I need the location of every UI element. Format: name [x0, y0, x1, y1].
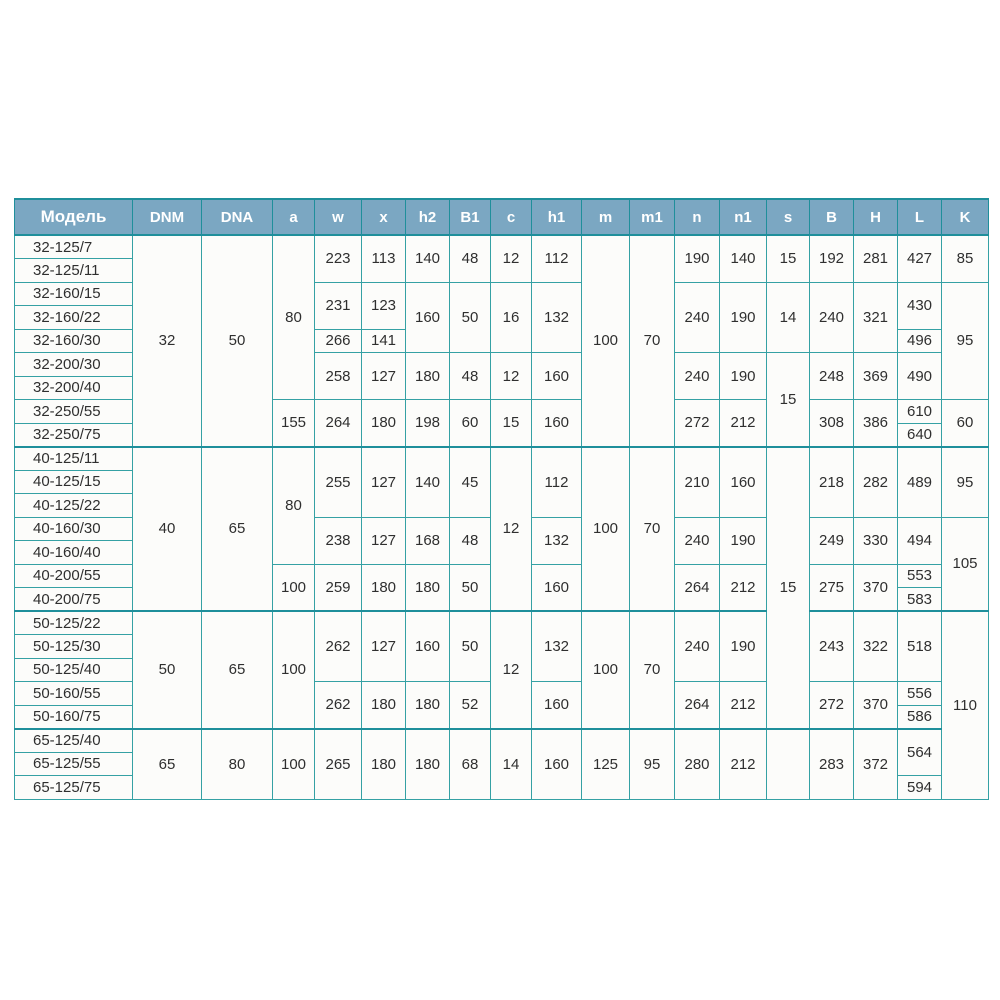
- cell-s: 15: [767, 447, 810, 729]
- cell-dna: 80: [202, 729, 273, 800]
- cell-l: 494: [898, 517, 942, 564]
- cell-n1: 190: [720, 353, 767, 400]
- cell-l: 553: [898, 564, 942, 588]
- table-row: [15, 447, 989, 471]
- cell-b1: 45: [450, 447, 491, 518]
- cell-x: 180: [362, 400, 406, 447]
- cell-h: 281: [854, 235, 898, 282]
- cell-h1: 160: [532, 682, 582, 729]
- cell-b1: 50: [450, 564, 491, 611]
- cell-m: 125: [582, 729, 630, 800]
- cell-a: 100: [273, 564, 315, 611]
- cell-w: 262: [315, 611, 362, 682]
- cell-k: 95: [942, 447, 989, 518]
- cell-w: 238: [315, 517, 362, 564]
- cell-b: 283: [810, 729, 854, 800]
- cell-dnm: 40: [133, 447, 202, 612]
- cell-l: 490: [898, 353, 942, 400]
- cell-b1: 48: [450, 353, 491, 400]
- model-cell: 32-160/30: [15, 329, 133, 353]
- model-cell: 32-125/7: [15, 235, 133, 259]
- column-header-m: m: [582, 199, 630, 235]
- cell-a: 100: [273, 729, 315, 800]
- cell-h2: 168: [406, 517, 450, 564]
- cell-b1: 48: [450, 235, 491, 282]
- cell-a: 100: [273, 611, 315, 729]
- column-header-c: c: [491, 199, 532, 235]
- table-row: [15, 235, 989, 259]
- cell-h1: 132: [532, 611, 582, 682]
- column-header-b1: B1: [450, 199, 491, 235]
- model-cell: 50-125/22: [15, 611, 133, 635]
- cell-w: 258: [315, 353, 362, 400]
- column-header-n: n: [675, 199, 720, 235]
- cell-m1: 70: [630, 447, 675, 612]
- column-header-n1: n1: [720, 199, 767, 235]
- model-cell: 50-125/40: [15, 658, 133, 682]
- cell-x: 141: [362, 329, 406, 353]
- cell-n1: 160: [720, 447, 767, 518]
- cell-x: 180: [362, 682, 406, 729]
- cell-n1: 212: [720, 682, 767, 729]
- cell-h2: 160: [406, 282, 450, 353]
- model-cell: 40-160/40: [15, 541, 133, 565]
- cell-dna: 50: [202, 235, 273, 447]
- column-header-a: a: [273, 199, 315, 235]
- cell-n: 264: [675, 682, 720, 729]
- column-header-b: B: [810, 199, 854, 235]
- cell-n: 240: [675, 353, 720, 400]
- pump-dimensions-table: [14, 198, 989, 800]
- cell-b: 248: [810, 353, 854, 400]
- cell-c: 12: [491, 353, 532, 400]
- cell-l: 489: [898, 447, 942, 518]
- cell-x: 123: [362, 282, 406, 329]
- column-header-h1: h1: [532, 199, 582, 235]
- model-cell: 50-160/75: [15, 705, 133, 729]
- model-cell: 40-200/75: [15, 588, 133, 612]
- table-row: [15, 729, 989, 753]
- cell-n: 210: [675, 447, 720, 518]
- model-cell: 32-200/30: [15, 353, 133, 377]
- cell-n1: 190: [720, 517, 767, 564]
- column-header-s: s: [767, 199, 810, 235]
- cell-b: 240: [810, 282, 854, 353]
- cell-h: 321: [854, 282, 898, 353]
- cell-h: 372: [854, 729, 898, 800]
- table-row: [15, 611, 989, 635]
- cell-l: 496: [898, 329, 942, 353]
- cell-x: 180: [362, 729, 406, 800]
- cell-m1: 70: [630, 235, 675, 447]
- cell-w: 255: [315, 447, 362, 518]
- cell-l: 564: [898, 729, 942, 776]
- cell-c: 14: [491, 729, 532, 800]
- model-cell: 32-125/11: [15, 259, 133, 283]
- cell-h2: 140: [406, 235, 450, 282]
- cell-l: 586: [898, 705, 942, 729]
- cell-a: 155: [273, 400, 315, 447]
- cell-h2: 160: [406, 611, 450, 682]
- model-cell: 40-125/15: [15, 470, 133, 494]
- cell-n1: 212: [720, 729, 767, 800]
- cell-c: 15: [491, 400, 532, 447]
- cell-x: 127: [362, 611, 406, 682]
- cell-n: 240: [675, 611, 720, 682]
- cell-b: 249: [810, 517, 854, 564]
- cell-l: 594: [898, 776, 942, 800]
- model-cell: 32-160/15: [15, 282, 133, 306]
- cell-h: 282: [854, 447, 898, 518]
- cell-b: 243: [810, 611, 854, 682]
- cell-n1: 190: [720, 611, 767, 682]
- cell-n1: 140: [720, 235, 767, 282]
- model-cell: 32-200/40: [15, 376, 133, 400]
- cell-h: 370: [854, 682, 898, 729]
- cell-s: 15: [767, 235, 810, 282]
- cell-h1: 160: [532, 353, 582, 400]
- cell-s: 15: [767, 353, 810, 447]
- cell-l: 640: [898, 423, 942, 447]
- model-cell: 40-200/55: [15, 564, 133, 588]
- cell-b1: 50: [450, 282, 491, 353]
- cell-c: 12: [491, 611, 532, 729]
- cell-b: 192: [810, 235, 854, 282]
- cell-b1: 52: [450, 682, 491, 729]
- cell-a: 80: [273, 447, 315, 565]
- cell-h2: 180: [406, 564, 450, 611]
- cell-x: 127: [362, 447, 406, 518]
- cell-s: [767, 729, 810, 800]
- cell-w: 223: [315, 235, 362, 282]
- model-cell: 40-125/11: [15, 447, 133, 471]
- cell-h1: 112: [532, 447, 582, 518]
- cell-w: 264: [315, 400, 362, 447]
- cell-s: 14: [767, 282, 810, 353]
- model-cell: 65-125/75: [15, 776, 133, 800]
- model-cell: 40-125/22: [15, 494, 133, 518]
- cell-dna: 65: [202, 447, 273, 612]
- cell-h: 386: [854, 400, 898, 447]
- column-header-x: x: [362, 199, 406, 235]
- model-cell: 65-125/40: [15, 729, 133, 753]
- cell-h2: 180: [406, 682, 450, 729]
- cell-c: 12: [491, 447, 532, 612]
- cell-n: 190: [675, 235, 720, 282]
- cell-m1: 70: [630, 611, 675, 729]
- column-header-l: L: [898, 199, 942, 235]
- column-header-w: w: [315, 199, 362, 235]
- model-cell: 40-160/30: [15, 517, 133, 541]
- cell-b1: 60: [450, 400, 491, 447]
- cell-b: 308: [810, 400, 854, 447]
- cell-h: 369: [854, 353, 898, 400]
- cell-h: 330: [854, 517, 898, 564]
- cell-dna: 65: [202, 611, 273, 729]
- header-row: [15, 199, 989, 235]
- cell-x: 180: [362, 564, 406, 611]
- cell-n: 280: [675, 729, 720, 800]
- cell-b1: 50: [450, 611, 491, 682]
- cell-k: 95: [942, 282, 989, 400]
- cell-dnm: 32: [133, 235, 202, 447]
- cell-h2: 180: [406, 353, 450, 400]
- cell-x: 127: [362, 517, 406, 564]
- cell-l: 610: [898, 400, 942, 424]
- cell-dnm: 65: [133, 729, 202, 800]
- cell-b: 218: [810, 447, 854, 518]
- cell-h1: 160: [532, 400, 582, 447]
- column-header-model: Модель: [15, 199, 133, 235]
- cell-h1: 160: [532, 729, 582, 800]
- cell-n1: 212: [720, 400, 767, 447]
- cell-n: 264: [675, 564, 720, 611]
- cell-l: 427: [898, 235, 942, 282]
- cell-h1: 132: [532, 517, 582, 564]
- cell-l: 583: [898, 588, 942, 612]
- column-header-dna: DNA: [202, 199, 273, 235]
- cell-b: 272: [810, 682, 854, 729]
- cell-n: 240: [675, 282, 720, 353]
- cell-w: 231: [315, 282, 362, 329]
- table-container: [14, 198, 989, 800]
- cell-h: 322: [854, 611, 898, 682]
- cell-w: 265: [315, 729, 362, 800]
- cell-m: 100: [582, 235, 630, 447]
- cell-h2: 198: [406, 400, 450, 447]
- cell-n: 272: [675, 400, 720, 447]
- cell-x: 113: [362, 235, 406, 282]
- model-cell: 50-125/30: [15, 635, 133, 659]
- cell-c: 12: [491, 235, 532, 282]
- cell-k: 105: [942, 517, 989, 611]
- cell-k: 60: [942, 400, 989, 447]
- cell-k: 110: [942, 611, 989, 799]
- model-cell: 65-125/55: [15, 752, 133, 776]
- cell-h: 370: [854, 564, 898, 611]
- model-cell: 32-250/75: [15, 423, 133, 447]
- cell-w: 262: [315, 682, 362, 729]
- cell-k: 85: [942, 235, 989, 282]
- cell-c: 16: [491, 282, 532, 353]
- cell-l: 430: [898, 282, 942, 329]
- column-header-m1: m1: [630, 199, 675, 235]
- column-header-k: K: [942, 199, 989, 235]
- model-cell: 32-160/22: [15, 306, 133, 330]
- model-cell: 50-160/55: [15, 682, 133, 706]
- cell-w: 259: [315, 564, 362, 611]
- cell-l: 518: [898, 611, 942, 682]
- cell-n1: 212: [720, 564, 767, 611]
- column-header-h2: h2: [406, 199, 450, 235]
- cell-b1: 48: [450, 517, 491, 564]
- cell-n: 240: [675, 517, 720, 564]
- model-cell: 32-250/55: [15, 400, 133, 424]
- cell-h2: 180: [406, 729, 450, 800]
- cell-dnm: 50: [133, 611, 202, 729]
- cell-b1: 68: [450, 729, 491, 800]
- cell-n1: 190: [720, 282, 767, 353]
- cell-m1: 95: [630, 729, 675, 800]
- cell-x: 127: [362, 353, 406, 400]
- cell-m: 100: [582, 447, 630, 612]
- cell-w: 266: [315, 329, 362, 353]
- cell-m: 100: [582, 611, 630, 729]
- cell-h2: 140: [406, 447, 450, 518]
- column-header-dnm: DNM: [133, 199, 202, 235]
- cell-h1: 160: [532, 564, 582, 611]
- cell-l: 556: [898, 682, 942, 706]
- cell-h1: 112: [532, 235, 582, 282]
- cell-h1: 132: [532, 282, 582, 353]
- column-header-h: H: [854, 199, 898, 235]
- cell-b: 275: [810, 564, 854, 611]
- cell-a: 80: [273, 235, 315, 400]
